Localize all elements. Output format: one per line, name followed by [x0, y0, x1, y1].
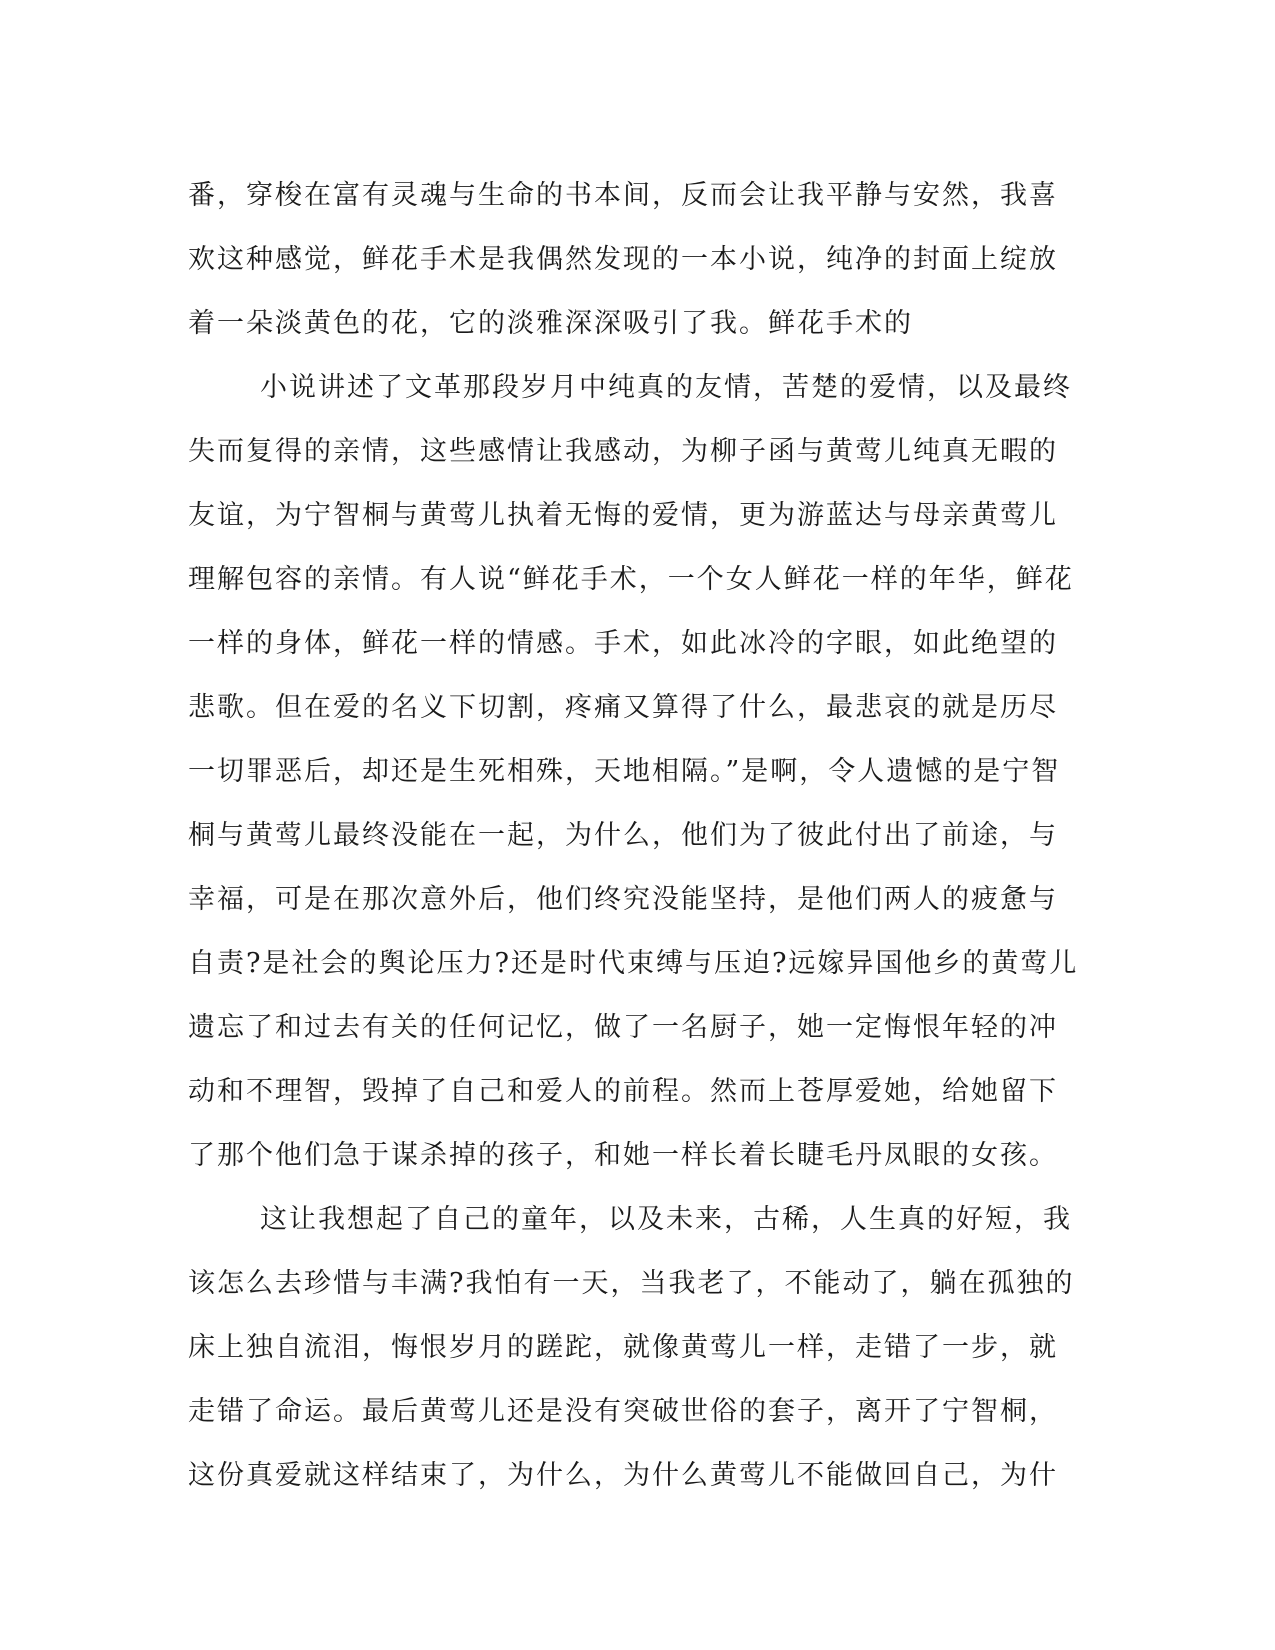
text-line: 床上独自流泪，悔恨岁月的蹉跎，就像黄莺儿一样，走错了一步，就: [188, 1332, 1058, 1363]
text-line: 这份真爱就这样结束了，为什么，为什么黄莺儿不能做回自己，为什: [188, 1460, 1058, 1491]
text-line: 理解包容的亲情。有人说“鲜花手术，一个女人鲜花一样的年华，鲜花: [188, 564, 1074, 595]
text-line: 一样的身体，鲜花一样的情感。手术，如此冰冷的字眼，如此绝望的: [188, 628, 1058, 659]
text-line: 幸福，可是在那次意外后，他们终究没能坚持，是他们两人的疲惫与: [188, 884, 1058, 915]
text-line: 遗忘了和过去有关的任何记忆，做了一名厨子，她一定悔恨年轻的冲: [188, 1012, 1058, 1043]
text-line: 一切罪恶后，却还是生死相殊，天地相隔。”是啊，令人遗憾的是宁智: [188, 756, 1061, 787]
text-line: 了那个他们急于谋杀掉的孩子，和她一样长着长睫毛丹凤眼的女孩。: [188, 1140, 1058, 1171]
text-line: 友谊，为宁智桐与黄莺儿执着无悔的爱情，更为游蓝达与母亲黄莺儿: [188, 500, 1058, 531]
text-line: 番，穿梭在富有灵魂与生命的书本间，反而会让我平静与安然，我喜: [188, 180, 1058, 211]
text-line: 着一朵淡黄色的花，它的淡雅深深吸引了我。鲜花手术的: [188, 308, 913, 339]
text-line: 桐与黄莺儿最终没能在一起，为什么，他们为了彼此付出了前途，与: [188, 820, 1058, 851]
text-line: 该怎么去珍惜与丰满?我怕有一天，当我老了，不能动了，躺在孤独的: [188, 1268, 1075, 1299]
body-text: [188, 164, 1088, 1508]
text-line: 自责?是社会的舆论压力?还是时代束缚与压迫?远嫁异国他乡的黄莺儿: [188, 948, 1079, 979]
paragraph-start-line: 小说讲述了文革那段岁月中纯真的友情，苦楚的爱情，以及最终: [260, 372, 1072, 403]
text-line: 欢这种感觉，鲜花手术是我偶然发现的一本小说，纯净的封面上绽放: [188, 244, 1058, 275]
text-line: 动和不理智，毁掉了自己和爱人的前程。然而上苍厚爱她，给她留下: [188, 1076, 1058, 1107]
paragraph-start-line: 这让我想起了自己的童年，以及未来，古稀，人生真的好短，我: [260, 1204, 1072, 1235]
text-line: 走错了命运。最后黄莺儿还是没有突破世俗的套子，离开了宁智桐，: [188, 1396, 1058, 1427]
text-line: 悲歌。但在爱的名义下切割，疼痛又算得了什么，最悲哀的就是历尽: [188, 692, 1058, 723]
text-line: 失而复得的亲情，这些感情让我感动，为柳子函与黄莺儿纯真无暇的: [188, 436, 1058, 467]
